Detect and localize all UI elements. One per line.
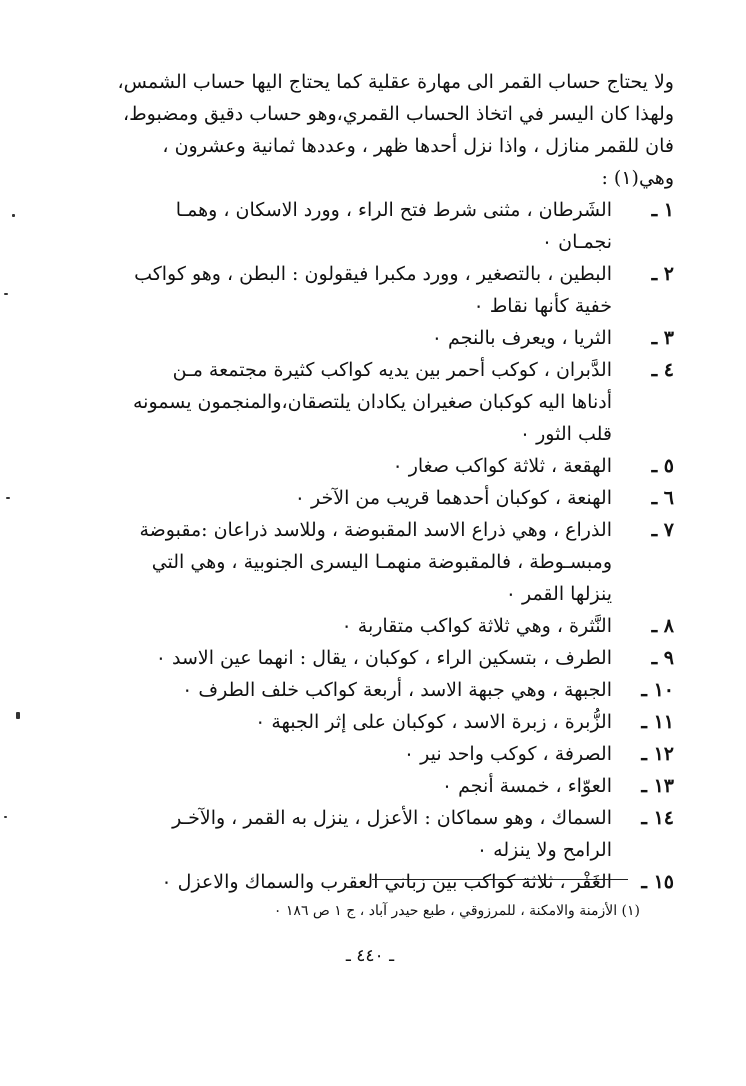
item-number: ٦ ـ: [651, 487, 674, 509]
item-line: الدَّبران ، كوكب أحمر بين يديه كواكب كثيرة مجتمعة مـن: [172, 359, 612, 381]
item-body: [74, 802, 612, 866]
item-number: ١٤ ـ: [641, 807, 674, 829]
item-body: [74, 258, 612, 322]
item-line: البطين ، بالتصغير ، وورد مكبرا فيقولون : البطن ، وهو كواكب: [134, 263, 612, 285]
item-line: الصرفة ، كوكب واحد نير ٠: [403, 743, 612, 765]
main-text: [74, 66, 674, 898]
item-number: ١ ـ: [651, 199, 674, 221]
item-number: ٢ ـ: [651, 263, 674, 285]
list-item: [74, 642, 674, 674]
item-number: ٤ ـ: [651, 359, 674, 381]
item-body: [74, 354, 612, 450]
list-item: [74, 482, 674, 514]
list-item: [74, 258, 674, 322]
item-line: الرامح ولا ينزله ٠: [476, 839, 612, 861]
item-line: خفية كأنها نقاط ٠: [473, 295, 612, 317]
item-line: الزُّبرة ، زبرة الاسد ، كوكبان على إثر الجبهة ٠: [255, 711, 612, 733]
intro-paragraph: [74, 66, 674, 194]
footnote-divider: [372, 879, 628, 880]
item-body: [74, 706, 612, 738]
item-number: ٩ ـ: [651, 647, 674, 669]
item-number: ١١ ـ: [641, 711, 674, 733]
item-line: الغَفْر ، ثلاثة كواكب بين زباني العقرب والسماك والاعزل ٠: [161, 871, 612, 893]
item-line: الطرف ، بتسكين الراء ، كوكبان ، يقال : انهما عين الاسد ٠: [155, 647, 612, 669]
intro-line: ولهذا كان اليسر في اتخاذ الحساب القمري،وهو حساب دقيق ومضبوط،: [122, 103, 674, 125]
list-item: [74, 706, 674, 738]
item-line: الجبهة ، وهي جبهة الاسد ، أربعة كواكب خلف الطرف ٠: [182, 679, 612, 701]
item-number: ١٠ ـ: [641, 679, 674, 701]
item-line: الهنعة ، كوكبان أحدهما قريب من الآخر ٠: [294, 487, 612, 509]
item-body: [74, 866, 612, 898]
item-number: ٥ ـ: [651, 455, 674, 477]
footnote: (١) الأزمنة والامكنة ، للمرزوقي ، طبع حيدر آباد ، ج ١ ص ١٨٦ ٠: [273, 903, 640, 919]
item-number: ١٣ ـ: [641, 775, 674, 797]
lunar-mansions-list: [74, 194, 674, 898]
item-line: العوّاء ، خمسة أنجم ٠: [441, 775, 612, 797]
list-item: [74, 354, 674, 450]
item-number: ٧ ـ: [651, 519, 674, 541]
list-item: [74, 770, 674, 802]
list-item: [74, 738, 674, 770]
scan-speck: [12, 214, 15, 217]
scan-speck: [16, 712, 20, 719]
item-line: الثريا ، ويعرف بالنجم ٠: [431, 327, 612, 349]
list-item: [74, 322, 674, 354]
item-body: [74, 674, 612, 706]
item-number: ١٢ ـ: [641, 743, 674, 765]
list-item: [74, 610, 674, 642]
item-body: [74, 770, 612, 802]
item-line: السماك ، وهو سماكان : الأعزل ، ينزل به القمر ، والآخـر: [172, 807, 612, 829]
item-line: قلب الثور ٠: [519, 423, 612, 445]
item-body: [74, 482, 612, 514]
item-number: ٨ ـ: [651, 615, 674, 637]
item-body: [74, 642, 612, 674]
intro-line: ولا يحتاج حساب القمر الى مهارة عقلية كما يحتاج اليها حساب الشمس،: [117, 71, 674, 93]
item-line: نجمـان ٠: [541, 231, 612, 253]
item-line: ينزلها القمر ٠: [505, 583, 612, 605]
intro-line: وهي(١) :: [601, 167, 674, 189]
item-number: ٣ ـ: [651, 327, 674, 349]
item-line: الذراع ، وهي ذراع الاسد المقبوضة ، وللاسد ذراعان :مقبوضة: [139, 519, 612, 541]
item-body: [74, 610, 612, 642]
scan-speck: [4, 293, 8, 295]
list-item: [74, 514, 674, 610]
scan-speck: [4, 816, 7, 818]
list-item: [74, 194, 674, 258]
item-line: الهقعة ، ثلاثة كواكب صغار ٠: [392, 455, 612, 477]
item-body: [74, 738, 612, 770]
scan-speck: [6, 497, 10, 499]
item-line: النَّثرة ، وهي ثلاثة كواكب متقاربة ٠: [341, 615, 612, 637]
item-body: [74, 194, 612, 258]
list-item: [74, 802, 674, 866]
page-number: ـ ٤٤٠ ـ: [345, 946, 395, 966]
item-body: [74, 322, 612, 354]
list-item: [74, 674, 674, 706]
item-body: [74, 450, 612, 482]
item-body: [74, 514, 612, 610]
list-item: [74, 866, 674, 898]
item-line: ومبسـوطة ، فالمقبوضة منهمـا اليسرى الجنوبية ، وهي التي: [151, 551, 612, 573]
intro-line: فان للقمر منازل ، واذا نزل أحدها ظهر ، وعددها ثمانية وعشرون ،: [162, 135, 674, 157]
item-line: الشَرطان ، مثنى شرط فتح الراء ، وورد الاسكان ، وهمـا: [175, 199, 612, 221]
list-item: [74, 450, 674, 482]
item-line: أدناها اليه كوكبان صغيران يكادان يلتصقان،والمنجمون يسمونه: [132, 391, 612, 413]
item-number: ١٥ ـ: [641, 871, 674, 893]
